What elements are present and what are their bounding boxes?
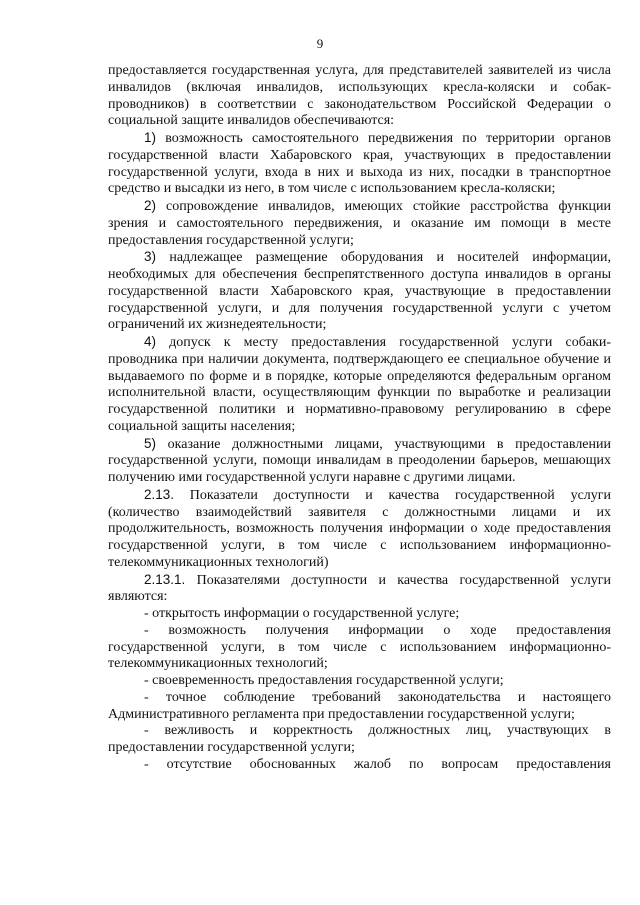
paragraph-text: возможность самостоятельного передвижения по территории органов государственной власти Хабаровского края, участвующих в предоставлении государственной услуги, входа в них и выхода из них, посадки в транспортное средство и высадки из него, в том числе с использованием кресла-коляски; <box>108 131 611 197</box>
paragraph-text: - своевременность предоставления государственной услуги; <box>144 673 504 688</box>
paragraph-text: сопровождение инвалидов, имеющих стойкие расстройства функции зрения и самостоятельного передвижения, и оказание им помощи в месте предоставления государственной услуги; <box>108 199 611 248</box>
paragraph-text: - отсутствие обоснованных жалоб по вопросам предоставления <box>144 756 611 772</box>
list-item-4 <box>108 334 611 436</box>
subsection-2-13-1 <box>108 572 611 607</box>
section-heading-2-13 <box>108 487 611 572</box>
list-marker: 4) <box>144 334 157 349</box>
paragraph-text: Показателями доступности и качества государственной услуги являются: <box>108 572 611 605</box>
section-number: 2.13. <box>144 486 175 502</box>
paragraph-text: Показатели доступности и качества государственной услуги (количество взаимодействий заявителя с должностными лицами и их продолжительность, возможность получения информации о ходе предоставления государственной услуги, в том числе с использованием информационно-телекоммуникационных технологий) <box>108 487 611 570</box>
document-body <box>108 63 611 774</box>
paragraph-text: предоставляется государственная услуга, для представителей заявителей из числа инвалидов (включая инвалидов, использующих кресла-коляски и собак-проводников) в соответствии с законодательством Российской Федерации о социальной защите инвалидов обеспечиваются: <box>108 63 611 129</box>
list-marker: 2) <box>144 198 157 213</box>
bullet-item <box>108 623 611 673</box>
bullet-item <box>108 757 611 774</box>
bullet-item <box>108 723 611 757</box>
list-marker: 5) <box>144 435 157 451</box>
list-item-1 <box>108 130 611 198</box>
list-marker: 1) <box>144 130 157 145</box>
list-marker: 3) <box>144 249 157 265</box>
paragraph-text: - открытость информации о государственной услуге; <box>144 606 460 621</box>
page-number: 9 <box>316 36 324 51</box>
section-number: 2.13.1. <box>144 571 186 587</box>
bullet-item <box>108 673 611 690</box>
paragraph-text: надлежащее размещение оборудования и носителей информации, необходимых для обеспечения беспрепятственного доступа инвалидов в органы государственной власти Хабаровского края, участвующие в предоставлении государственной услуги, и для получения государственной услуги с учетом ограничений их жизнедеятельности; <box>108 250 611 333</box>
bullet-item <box>108 606 611 623</box>
list-item-3 <box>108 249 611 334</box>
bullet-item <box>108 690 611 724</box>
list-item-5 <box>108 436 611 487</box>
paragraph-intro <box>108 63 611 130</box>
paragraph-text: допуск к месту предоставления государственной услуги собаки-проводника при наличии документа, подтверждающего ее специальное обучение и выдаваемого по форме и в порядке, которые определяются федеральным органом исполнительной власти, осуществляющим функции по выработке и реализации государственной политики и нормативно-правовому регулированию в сфере социальной защиты населения; <box>108 335 611 434</box>
paragraph-text: - возможность получения информации о ходе предоставления государственной услуги, в том числе с использованием информационно-телекоммуникационных технологий; <box>108 622 611 672</box>
paragraph-text: - вежливость и корректность должностных лиц, участвующих в предоставлении государственной услуги; <box>108 723 611 755</box>
paragraph-text: оказание должностными лицами, участвующими в предоставлении государственной услуги, помощи инвалидам в преодолении барьеров, мешающих получению ими государственной услуги наравне с другими лицами. <box>108 436 611 485</box>
list-item-2 <box>108 198 611 249</box>
paragraph-text: - точное соблюдение требований законодательства и настоящего Административного регламента при предоставлении государственной услуги; <box>108 689 611 722</box>
